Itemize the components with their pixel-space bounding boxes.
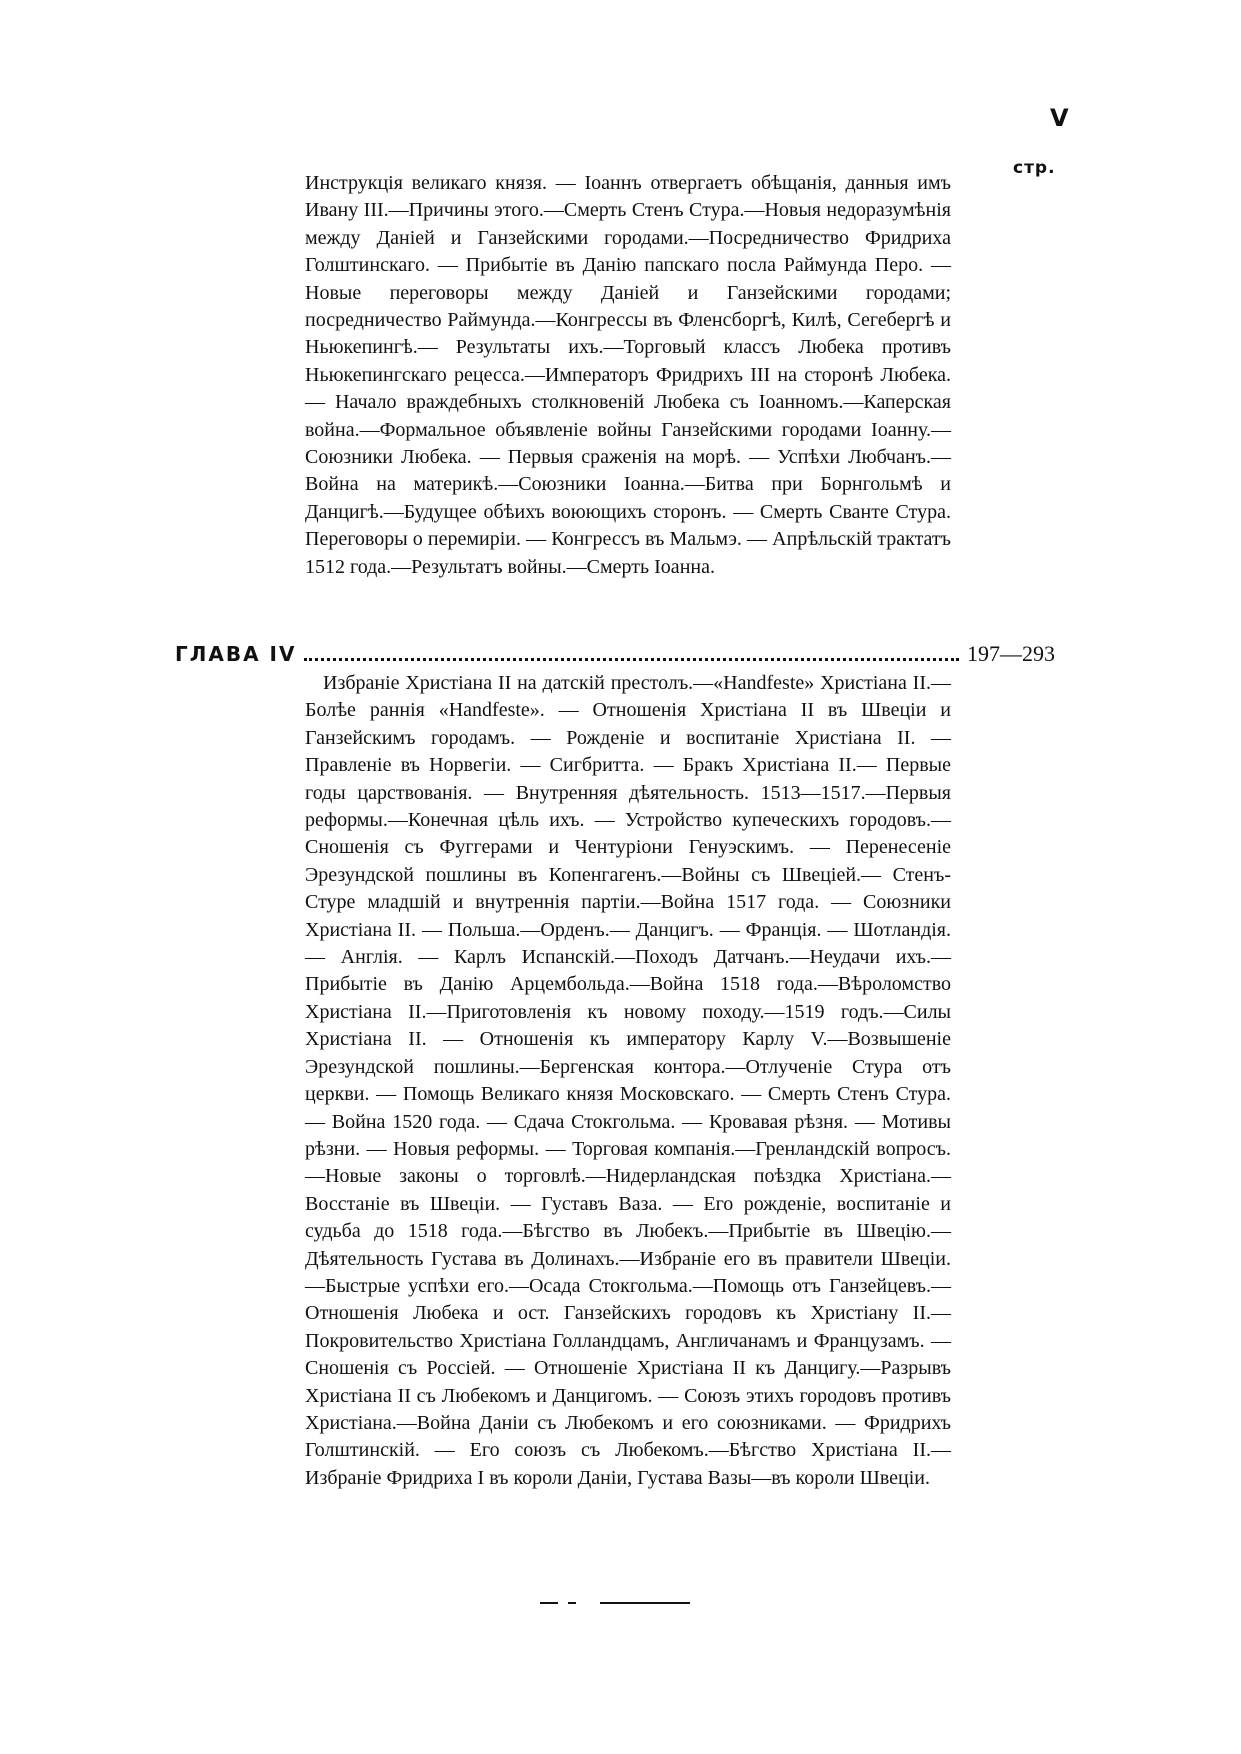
end-rule	[540, 1602, 690, 1604]
chapter-iv-heading-row	[175, 641, 1055, 671]
dot-leader	[304, 644, 959, 661]
chapter-iii-summary: Инструкція великаго князя. — Іоаннъ отвергаетъ обѣщанія, данныя имъ Ивану III.—Причины этого.—Смерть Стенъ Стура.—Новыя недоразумѣнія между Даніей и Ганзейскими городами.—Посредничество Фридриха Голштинскаго. — Прибытіе въ Данію папскаго посла Раймунда Перо. — Новые переговоры между Даніей и Ганзейскими городами; посредничество Раймунда.—Конгрессы въ Фленсборгѣ, Килѣ, Сегебергѣ и Ньюкепингѣ.— Результаты ихъ.—Торговый классъ Любека противъ Ньюкепингскаго рецесса.—Императоръ Фридрихъ III на сторонѣ Любека. — Начало враждебныхъ столкновеній Любека съ Іоанномъ.—Каперская война.—Формальное объявленіе войны Ганзейскими городами Іоанну.—Союзники Любека. — Первыя сраженія на морѣ. — Успѣхи Любчанъ.—Война на материкѣ.—Союзники Іоанна.—Битва при Борнгольмѣ и Данцигѣ.—Будущее обѣихъ воюющихъ сторонъ. — Смерть Сванте Стура. Переговоры о перемиріи. — Конгрессъ въ Мальмэ. — Апрѣльскій трактатъ 1512 года.—Результатъ войны.—Смерть Іоанна.	[305, 172, 951, 578]
chapter-iv-page-range: 197—293	[967, 641, 1055, 666]
chapter-iv-summary: Избраніе Христіана II на датскій престолъ.—«Handfeste» Христіана II.—Болѣе раннія «Handfeste». — Отношенія Христіана II въ Швеціи и Ганзейскимъ городамъ. — Рожденіе и воспитаніе Христіана II. — Правленіе въ Норвегіи. — Сигбритта. — Бракъ Христіана II.— Первые годы царствованія. — Внутренняя дѣятельность. 1513—1517.—Первыя реформы.—Конечная цѣль ихъ. — Устройство купеческихъ городовъ.—Сношенія съ Фуггерами и Чентуріони Генуэскимъ. — Перенесеніе Эрезундской пошлины въ Копенгагенъ.—Войны съ Швеціей.— Стенъ-Стуре младшій и внутреннія партіи.—Война 1517 года. — Союзники Христіана II. — Польша.—Орденъ.— Данцигъ. — Франція. — Шотландія. — Англія. — Карлъ Испанскій.—Походъ Датчанъ.—Неудачи ихъ.—Прибытіе въ Данію Арцембольда.—Война 1518 года.—Вѣроломство Христіана II.—Приготовленія къ новому походу.—1519 годъ.—Силы Христіана II. — Отношенія къ императору Карлу V.—Возвышеніе Эрезундской пошлины.—Бергенская контора.—Отлученіе Стура отъ церкви. — Помощь Великаго князя Московскаго. — Смерть Стенъ Стура.— Война 1520 года. — Сдача Стокгольма. — Кровавая рѣзня. — Мотивы рѣзни. — Новыя реформы. — Торговая компанія.—Гренландскій вопросъ.—Новые законы о торговлѣ.—Нидерландская поѣздка Христіана.—Восстаніе въ Швеціи. — Густавъ Ваза. — Его рожденіе, воспитаніе и судьба до 1518 года.—Бѣгство въ Любекъ.—Прибытіе въ Швецію.—Дѣятельность Густава въ Долинахъ.—Избраніе его въ правители Швеціи.—Быстрые успѣхи его.—Осада Стокгольма.—Помощь отъ Ганзейцевъ.—Отношенія Любека и ост. Ганзейскихъ городовъ къ Христіану II.— Покровительство Христіана Голландцамъ, Англичанамъ и Французамъ. — Сношенія съ Россіей. — Отношеніе Христіана II къ Данцигу.—Разрывъ Христіана II съ Любекомъ и Данцигомъ. — Союзъ этихъ городовъ противъ Христіана.—Война Даніи съ Любекомъ и его союзниками. — Фридрихъ Голштинскій. — Его союзъ съ Любекомъ.—Бѣгство Христіана II.—Избраніе Фридриха I въ короли Даніи, Густава Вазы—въ короли Швеціи.	[305, 672, 951, 1489]
page-column-label: стр.	[1013, 158, 1056, 178]
chapter-iv-title: ГЛАВА IV	[175, 642, 297, 666]
page-number: V	[1050, 104, 1069, 132]
